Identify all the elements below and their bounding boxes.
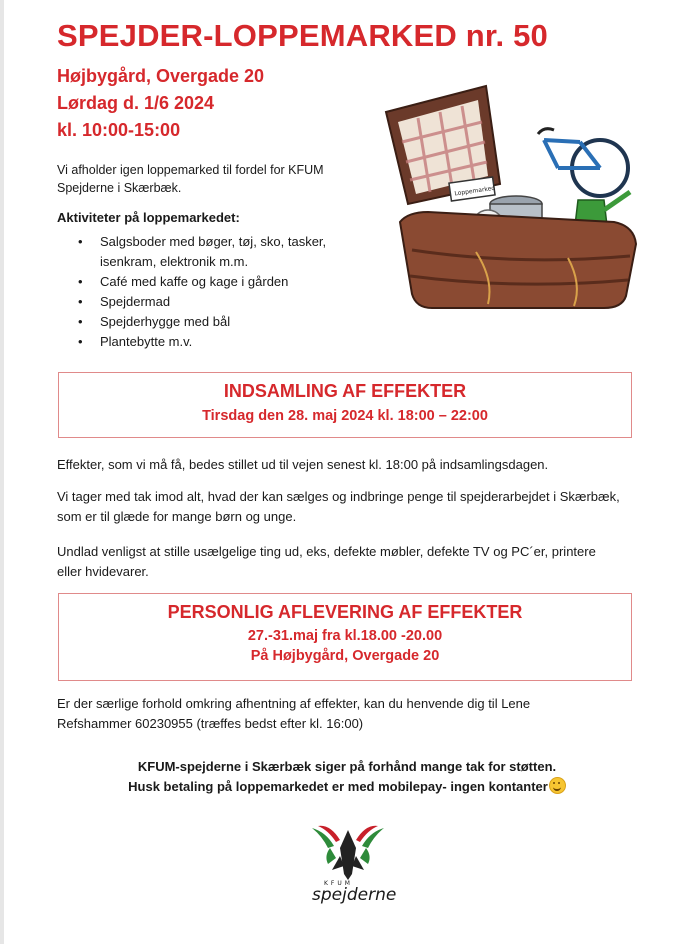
page-edge <box>0 0 4 944</box>
activities-heading: Aktiviteter på loppemarkedet: <box>57 210 240 225</box>
list-item: • Café med kaffe og kage i gården <box>57 272 357 292</box>
payment-text: Husk betaling på loppemarkedet er med mobilepay- ingen kontanter <box>128 779 548 794</box>
event-time: kl. 10:00-15:00 <box>57 120 181 140</box>
payment-line <box>57 777 637 797</box>
event-date: Lørdag d. 1/6 2024 <box>57 93 215 113</box>
list-item: • Spejderhygge med bål <box>57 312 357 332</box>
list-item: • Spejdermad <box>57 292 357 312</box>
paragraph: Vi tager med tak imod alt, hvad der kan sælges og indbringe penge til spejderarbejdet i Skærbæk, som er til glæde for mange børn og unge. <box>57 489 620 524</box>
collection-date: Tirsdag den 28. maj 2024 kl. 18:00 – 22:00 <box>202 408 488 424</box>
delivery-box <box>58 593 632 681</box>
suitcase-illustration <box>368 72 650 322</box>
delivery-heading: PERSONLIG AFLEVERING AF EFFEKTER <box>167 602 523 622</box>
paragraph: Undlad venligst at stille usælgelige ting ud, eks, defekte møbler, defekte TV og PC´er, printere eller hvidevarer. <box>57 544 596 579</box>
collection-heading: INDSAMLING AF EFFEKTER <box>223 381 467 401</box>
intro-text: Vi afholder igen loppemarked til fordel for KFUM Spejderne i Skærbæk. <box>57 163 324 195</box>
smiley-icon <box>549 777 566 794</box>
illustration-tag: Loppemarked <box>454 184 496 198</box>
page-title: SPEJDER-LOPPEMARKED nr. 50 <box>57 18 548 53</box>
delivery-date: 27.-31.maj fra kl.18.00 -20.00 <box>247 628 443 644</box>
delivery-location: På Højbygård, Overgade 20 <box>250 648 440 664</box>
paragraph: Effekter, som vi må få, bedes stillet ud til vejen senest kl. 18:00 på indsamlingsdagen. <box>57 457 549 472</box>
event-location: Højbygård, Overgade 20 <box>57 66 265 86</box>
logo-name: spejderne <box>312 885 397 905</box>
activities-list <box>57 232 357 352</box>
collection-box <box>58 372 632 438</box>
contact-text: Er der særlige forhold omkring afhentning af effekter, kan du henvende dig til Lene Refshammer 60230955 (træffes bedst efter kl. 16:00) <box>57 696 531 731</box>
list-item: • Plantebytte m.v. <box>57 332 357 352</box>
list-item: • Salgsboder med bøger, tøj, sko, tasker, isenkram, elektronik m.m. <box>57 232 357 272</box>
logo-kfum: KFUM <box>324 880 353 887</box>
logo-wordmark <box>312 880 396 905</box>
thanks-line: KFUM-spejderne i Skærbæk siger på forhånd mange tak for støtten. <box>137 759 557 774</box>
